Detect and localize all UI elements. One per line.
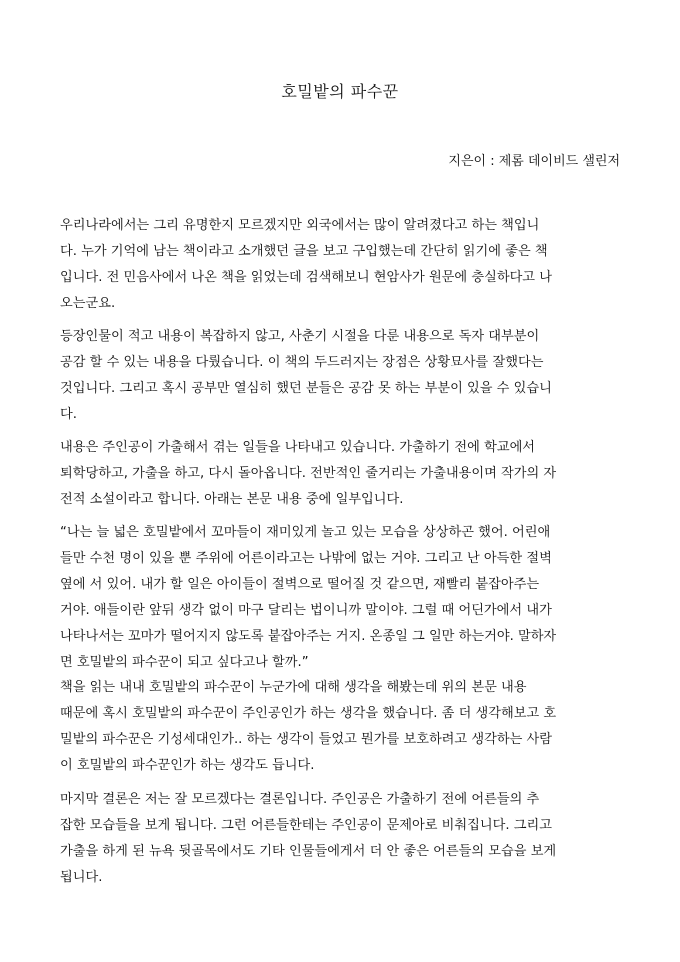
- text-line: 입니다. 전 민음사에서 나온 책을 읽었는데 검색해보니 현암사가 원문에 충실하다고 나: [60, 270, 552, 285]
- text-line: 전적 소설이라고 합니다. 아래는 본문 내용 중에 일부입니다.: [60, 492, 404, 507]
- text-line: 마지막 결론은 저는 잘 모르겠다는 결론입니다. 주인공은 가출하기 전에 어른들의 추: [60, 792, 540, 807]
- author-line: 지은이 : 제롬 데이비드 샐린저: [448, 154, 620, 169]
- text-line: 등장인물이 적고 내용이 복잡하지 않고, 사춘기 시절을 다룬 내용으로 독자 대부분이: [60, 329, 540, 344]
- text-line: “나는 늘 넓은 호밀밭에서 꼬마들이 재미있게 놀고 있는 모습을 상상하곤 했어. 어린애: [60, 525, 551, 540]
- text-line: 밀밭의 파수꾼은 기성세대인가.. 하는 생각이 들었고 뭔가를 보호하려고 생각하는 사람: [60, 732, 552, 747]
- document-title: 호밀밭의 파수꾼: [281, 82, 399, 101]
- text-line: 이 호밀밭의 파수꾼인가 하는 생각도 듭니다.: [60, 758, 315, 773]
- text-line: 때문에 혹시 호밀밭의 파수꾼이 주인공인가 하는 생각을 했습니다. 좀 더 생각해보고 호: [60, 706, 557, 721]
- paragraph-conclusion: [60, 787, 625, 891]
- text-line: 옆에 서 있어. 내가 할 일은 아이들이 절벽으로 떨어질 것 같으면, 재빨리 붙잡아주는: [60, 577, 540, 592]
- paragraph-quote: [60, 520, 625, 676]
- paragraph-plot: [60, 435, 625, 513]
- text-line: 책을 읽는 내내 호밀밭의 파수꾼이 누군가에 대해 생각을 해봤는데 위의 본문 내용: [60, 680, 527, 695]
- text-line: 면 호밀밭의 파수꾼이 되고 싶다고나 할까.”: [60, 655, 309, 670]
- paragraph-intro: [60, 213, 625, 317]
- text-line: 들만 수천 명이 있을 뿐 주위에 어른이라고는 나밖에 없는 거야. 그리고 난 아득한 절벽: [60, 551, 552, 566]
- text-line: 공감 할 수 있는 내용을 다뤘습니다. 이 책의 두드러지는 장점은 상황묘사를 잘했다는: [60, 355, 544, 370]
- text-line: 거야. 애들이란 앞뒤 생각 없이 마구 달리는 법이니까 말이야. 그럴 때 어딘가에서 내가: [60, 603, 552, 618]
- text-line: 잡한 모습들을 보게 됩니다. 그런 어른들한테는 주인공이 문제아로 비춰집니다. 그리고: [60, 818, 552, 833]
- text-line: 나타나서는 꼬마가 떨어지지 않도록 붙잡아주는 거지. 온종일 그 일만 하는거야. 말하자: [60, 629, 557, 644]
- text-line: 우리나라에서는 그리 유명한지 모르겠지만 외국에서는 많이 알려졌다고 하는 책입니: [60, 218, 540, 233]
- text-line: 됩니다.: [60, 870, 103, 885]
- paragraph-reflection: [60, 675, 625, 779]
- text-line: 다. 누가 기억에 남는 책이라고 소개했던 글을 보고 구입했는데 간단히 읽기에 좋은 책: [60, 244, 548, 259]
- text-line: 퇴학당하고, 가출을 하고, 다시 돌아옵니다. 전반적인 줄거리는 가출내용이며 작가의 자: [60, 466, 557, 481]
- paragraph-characters: [60, 324, 625, 428]
- text-line: 가출을 하게 된 뉴욕 뒷골목에서도 기타 인물들에게서 더 안 좋은 어른들의 모습을 보게: [60, 844, 557, 859]
- text-line: 내용은 주인공이 가출해서 겪는 일들을 나타내고 있습니다. 가출하기 전에 학교에서: [60, 440, 536, 455]
- text-line: 오는군요.: [60, 296, 116, 311]
- text-line: 다.: [60, 407, 77, 422]
- text-line: 것입니다. 그리고 혹시 공부만 열심히 했던 분들은 공감 못 하는 부분이 있을 수 있습니: [60, 381, 552, 396]
